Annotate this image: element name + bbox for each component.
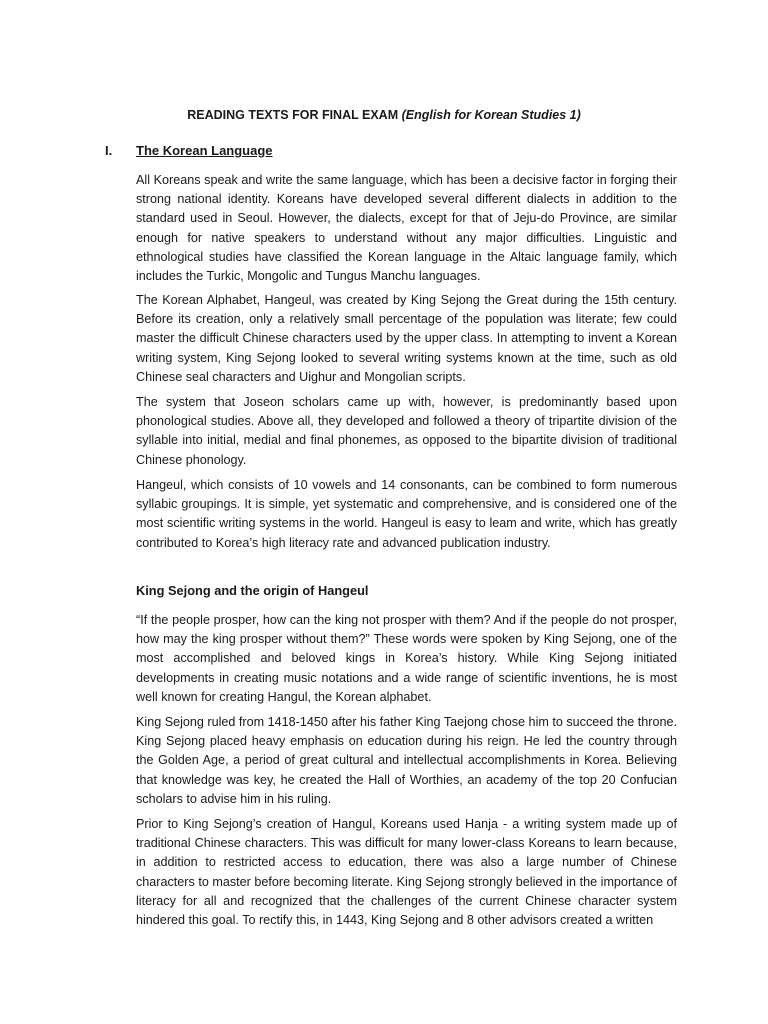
paragraph: Hangeul, which consists of 10 vowels and 14 consonants, can be combined to form numerous syllabic groupings. It is simple, yet systematic and comprehensive, and is considered one of the most scientific writing systems in the world. Hangeul is easy to leam and write, which has greatly contributed to Korea’s high literacy rate and advanced publication industry. xyxy=(136,478,677,550)
title-subtitle: (English for Korean Studies 1) xyxy=(401,108,581,122)
subsection-heading: King Sejong and the origin of Hangeul xyxy=(136,583,369,598)
section-title: The Korean Language xyxy=(136,143,273,158)
paragraph-3-block xyxy=(136,393,677,470)
paragraph: King Sejong ruled from 1418-1450 after his father King Taejong chose him to succeed the throne. King Sejong placed heavy emphasis on education during his reign. He led the country through the Golden Age, a period of great cultural and intellectual accomplishments in Korea. Believing that knowledge was key, he created the Hall of Worthies, an academy of the top 20 Confucian scholars to advise him in his ruling. xyxy=(136,715,677,806)
section-heading xyxy=(105,143,273,158)
title-main: READING TEXTS FOR FINAL EXAM xyxy=(187,108,402,122)
paragraph-2-block xyxy=(136,291,677,387)
paragraph-6-block xyxy=(136,713,677,809)
section-numeral: I. xyxy=(105,143,113,158)
paragraph-1-block xyxy=(136,171,677,286)
paragraph-4-block xyxy=(136,476,677,553)
paragraph: “If the people prosper, how can the king not prosper with them? And if the people do not prosper, how may the king prosper without them?” These words were spoken by King Sejong, one of the most accomplished and beloved kings in Korea’s history. While King Sejong initiated developments in creating music notations and a wide range of scientific inventions, he is most well known for creating Hangul, the Korean alphabet. xyxy=(136,613,677,704)
paragraph: All Koreans speak and write the same language, which has been a decisive factor in forging their strong national identity. Koreans have developed several different dialects in addition to the standard used in Seoul. However, the dialects, except for that of Jeju-do Province, are similar enough for native speakers to understand without any major difficulties. Linguistic and ethnological studies have classified the Korean language in the Altaic language family, which includes the Turkic, Mongolic and Tungus Manchu languages. xyxy=(136,173,677,284)
document-title xyxy=(0,108,768,122)
paragraph: The system that Joseon scholars came up with, however, is predominantly based upon phonological studies. Above all, they developed and followed a theory of tripartite division of the syllable into initial, medial and final phonemes, as opposed to the bipartite division of traditional Chinese phonology. xyxy=(136,395,677,467)
paragraph: The Korean Alphabet, Hangeul, was created by King Sejong the Great during the 15th century. Before its creation, only a relatively small percentage of the population was literate; few could master the difficult Chinese characters used by the upper class. In attempting to invent a Korean writing system, King Sejong looked to several writing systems known at the time, such as old Chinese seal characters and Uighur and Mongolian scripts. xyxy=(136,293,677,384)
paragraph: Prior to King Sejong’s creation of Hangul, Koreans used Hanja - a writing system made up of traditional Chinese characters. This was difficult for many lower-class Koreans to learn because, in addition to restricted access to education, there was also a large number of Chinese characters to master before becoming literate. King Sejong strongly believed in the importance of literacy for all and recognized that the challenges of the current Chinese character system hindered this goal. To rectify this, in 1443, King Sejong and 8 other advisors created a written xyxy=(136,817,677,928)
paragraph-7-block xyxy=(136,815,677,930)
paragraph-5-block xyxy=(136,611,677,707)
